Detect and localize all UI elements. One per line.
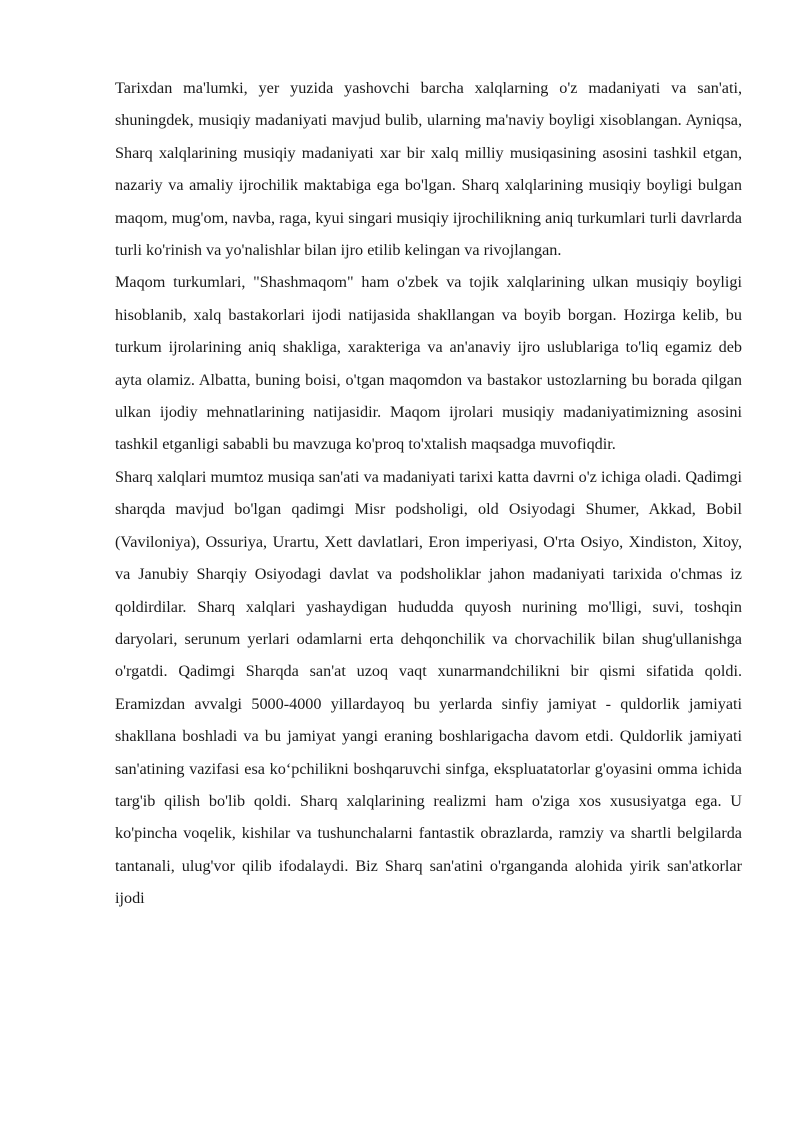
document-page <box>115 72 742 915</box>
paragraph-intro: Tarixdan ma'lumki, yer yuzida yashovchi barcha xalqlarning o'z madaniyati va san'ati, shuningdek, musiqiy madaniyati mavjud bulib, ularning ma'naviy boyligi xisoblangan. Ayniqsa, Sharq xalqlarining musiqiy madaniyati xar bir xalq milliy musiqasining asosini tashkil etgan, nazariy va amaliy ijrochilik maktabiga ega bo'lgan. Sharq xalqlarining musiqiy boyligi bulgan maqom, mug'om, navba, raga, kyui singari musiqiy ijrochilikning aniq turkumlari turli davrlarda turli ko'rinish va yo'nalishlar bilan ijro etilib kelingan va rivojlangan. <box>115 79 742 260</box>
paragraph-history: Sharq xalqlari mumtoz musiqa san'ati va madaniyati tarixi katta davrni o'z ichiga oladi. Qadimgi sharqda mavjud bo'lgan qadimgi Misr podsholigi, old Osiyodagi Shumer, Akkad, Bobil (Vaviloniya), Ossuriya, Urartu, Xett davlatlari, Eron imperiyasi, O'rta Osiyo, Xindiston, Xitoy, va Janubiy Sharqiy Osiyodagi davlat va podsholiklar jahon madaniyati tarixida o'chmas iz qoldirdilar. Sharq xalqlari yashaydigan hududda quyosh nurining mo'lligi, suvi, toshqin daryolari, serunum yerlari odamlarni erta dehqonchilik va chorvachilik bilan shug'ullanishga o'rgatdi. Qadimgi Sharqda san'at uzoq vaqt xunarmandchilikni bir qismi sifatida qoldi. Eramizdan avvalgi 5000-4000 yillardayoq bu yerlarda sinfiy jamiyat - quldorlik jamiyati shakllana boshladi va bu jamiyat yangi eraning boshlarigacha davom etdi. Quldorlik jamiyati san'atining vazifasi esa ko‘pchilikni boshqaruvchi sinfga, ekspluatatorlar g'oyasini omma ichida targ'ib qilish bo'lib qoldi. Sharq xalqlarining realizmi ham o'ziga xos xususiyatga ega. U ko'pincha voqelik, kishilar va tushunchalarni fantastik obrazlarda, ramziy va shartli belgilarda tantanali, ulug'vor qilib ifodalaydi. Biz Sharq san'atini o'rganganda alohida yirik san'atkorlar ijodi <box>115 467 742 908</box>
paragraph-maqom: Maqom turkumlari, "Shashmaqom" ham o'zbek va tojik xalqlarining ulkan musiqiy boyligi hisoblanib, xalq bastakorlari ijodi natijasida shakllangan va boyib borgan. Hozirga kelib, bu turkum ijrolarining aniq shakliga, xarakteriga va an'anaviy ijro uslublariga to'liq egamiz deb ayta olamiz. Albatta, buning boisi, o'tgan maqomdon va bastakor ustozlarning bu borada qilgan ulkan ijodiy mehnatlarining natijasidir. Maqom ijrolari musiqiy madaniyatimizning asosini tashkil etganligi sababli bu mavzuga ko'proq to'xtalish maqsadga muvofiqdir. <box>115 273 742 454</box>
